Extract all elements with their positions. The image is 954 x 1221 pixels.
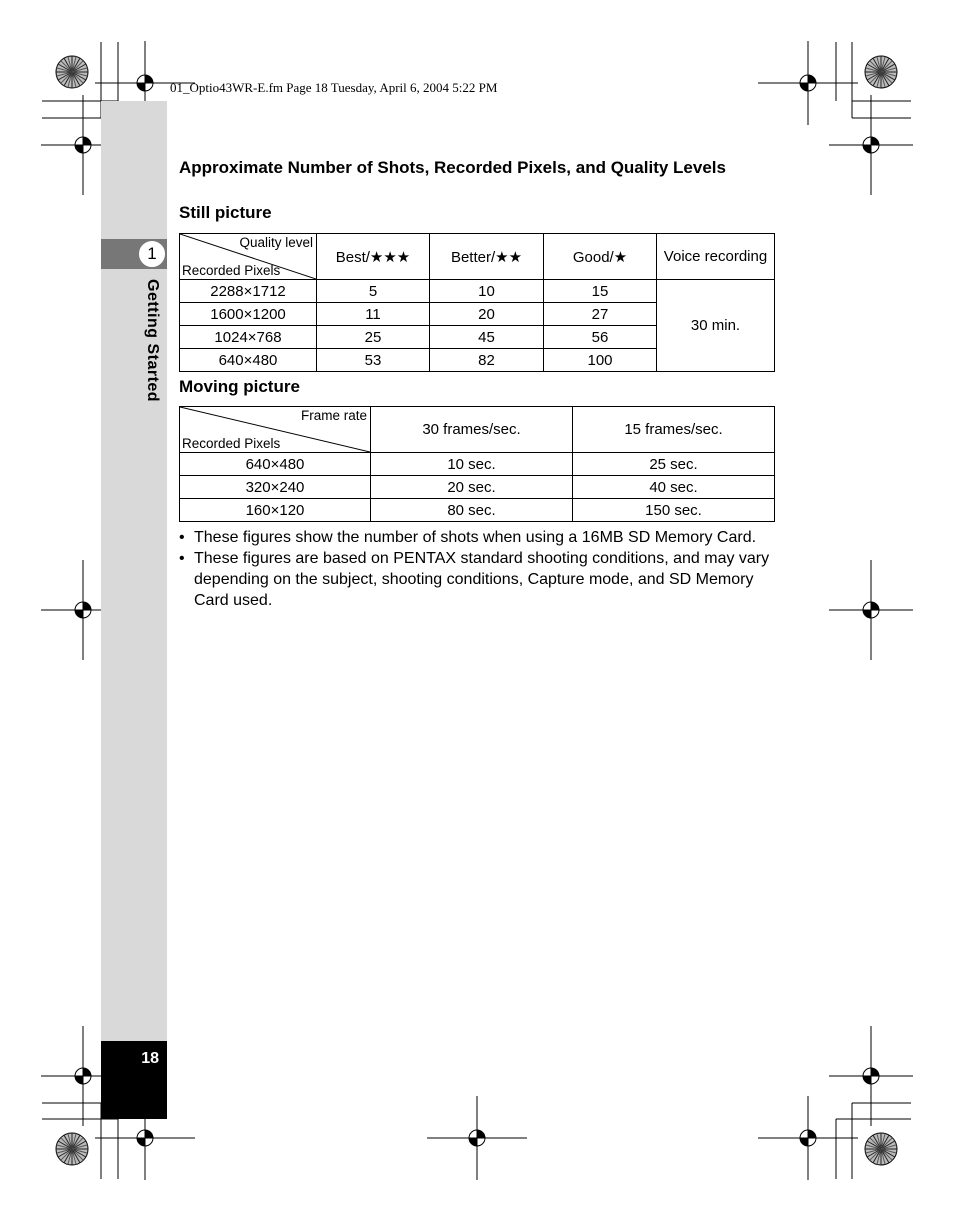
notes-list xyxy=(179,527,779,611)
fps30-cell: 10 sec. xyxy=(371,453,573,476)
col-header-best: Best/★★★ xyxy=(317,234,430,280)
good-cell: 15 xyxy=(544,280,657,303)
pixels-cell: 320×240 xyxy=(180,476,371,499)
table-row xyxy=(180,453,775,476)
col-header-15fps: 15 frames/sec. xyxy=(573,407,775,453)
pixels-cell: 640×480 xyxy=(180,349,317,372)
col-header-better: Better/★★ xyxy=(430,234,544,280)
good-cell: 100 xyxy=(544,349,657,372)
fps30-cell: 20 sec. xyxy=(371,476,573,499)
better-cell: 82 xyxy=(430,349,544,372)
good-cell: 27 xyxy=(544,303,657,326)
best-cell: 11 xyxy=(317,303,430,326)
moving-picture-table xyxy=(179,406,775,522)
fps15-cell: 25 sec. xyxy=(573,453,775,476)
best-cell: 25 xyxy=(317,326,430,349)
better-cell: 45 xyxy=(430,326,544,349)
file-header: 01_Optio43WR-E.fm Page 18 Tuesday, April 6, 2004 5:22 PM xyxy=(170,80,498,95)
good-cell: 56 xyxy=(544,326,657,349)
list-item xyxy=(179,527,779,548)
list-item xyxy=(179,548,779,611)
chapter-number: 1 xyxy=(139,241,165,267)
moving-picture-heading: Moving picture xyxy=(179,377,300,396)
best-cell: 53 xyxy=(317,349,430,372)
still-corner-cell xyxy=(180,234,317,280)
better-cell: 10 xyxy=(430,280,544,303)
fps15-cell: 40 sec. xyxy=(573,476,775,499)
chapter-title: Getting Started xyxy=(144,279,161,403)
page-heading: Approximate Number of Shots, Recorded Pixels, and Quality Levels xyxy=(179,158,726,177)
table-row xyxy=(180,280,775,303)
pixels-cell: 1024×768 xyxy=(180,326,317,349)
recorded-pixels-label: Recorded Pixels xyxy=(182,436,281,451)
better-cell: 20 xyxy=(430,303,544,326)
quality-level-label: Quality level xyxy=(239,235,313,250)
col-header-good: Good/★ xyxy=(544,234,657,280)
table-row xyxy=(180,476,775,499)
page-number: 18 xyxy=(141,1050,159,1067)
pixels-cell: 160×120 xyxy=(180,499,371,522)
pixels-cell: 2288×1712 xyxy=(180,280,317,303)
fps30-cell: 80 sec. xyxy=(371,499,573,522)
col-header-30fps: 30 frames/sec. xyxy=(371,407,573,453)
voice-recording-cell: 30 min. xyxy=(657,280,775,372)
bullet-icon: • xyxy=(179,529,185,546)
table-row xyxy=(180,499,775,522)
best-cell: 5 xyxy=(317,280,430,303)
still-picture-heading: Still picture xyxy=(179,203,272,222)
bullet-icon: • xyxy=(179,550,185,567)
fps15-cell: 150 sec. xyxy=(573,499,775,522)
note-text: These figures show the number of shots when using a 16MB SD Memory Card. xyxy=(194,529,757,546)
pixels-cell: 1600×1200 xyxy=(180,303,317,326)
col-header-voice: Voice recording xyxy=(657,234,775,280)
frame-rate-label: Frame rate xyxy=(300,408,367,423)
recorded-pixels-label: Recorded Pixels xyxy=(182,263,281,278)
pixels-cell: 640×480 xyxy=(180,453,371,476)
note-text: These figures are based on PENTAX standard shooting conditions, and may vary depending on the subject, shooting conditions, Capture mode, and SD Memory Card used. xyxy=(194,550,770,609)
moving-corner-cell xyxy=(180,407,371,453)
still-picture-table xyxy=(179,233,775,372)
